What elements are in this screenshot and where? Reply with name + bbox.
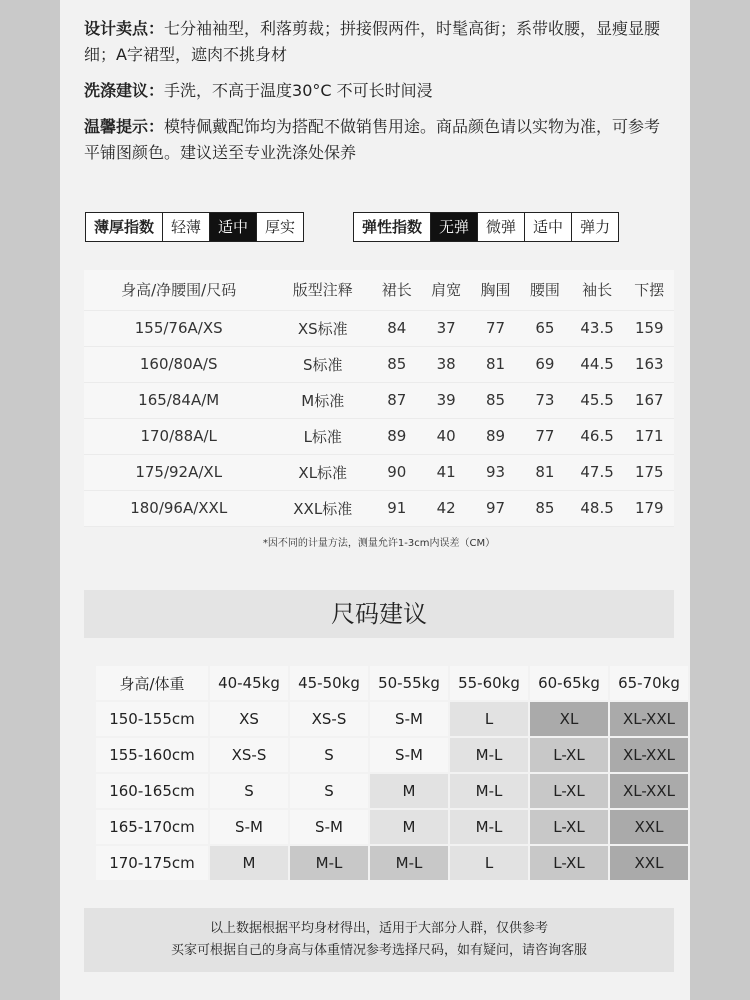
size-cell: 45.5 — [570, 382, 625, 418]
size-header-cell: 袖长 — [570, 270, 625, 310]
size-cell: 37 — [421, 310, 470, 346]
recommended-size-cell: XL — [530, 702, 608, 736]
size-cell: 91 — [372, 490, 421, 526]
recommendation-header — [96, 666, 688, 700]
height-range: 155-160cm — [96, 738, 208, 772]
size-cell: 89 — [471, 418, 520, 454]
elasticity-option-1: 微弹 — [478, 213, 525, 241]
size-cell: 42 — [421, 490, 470, 526]
selling-label: 设计卖点： — [84, 19, 165, 38]
recommended-size-cell: L-XL — [530, 738, 608, 772]
size-cell: 175 — [625, 454, 674, 490]
table-row — [84, 382, 674, 418]
recommended-size-cell: M — [370, 810, 448, 844]
size-cell: 175/92A/XL — [84, 454, 273, 490]
recommended-size-cell: L — [450, 702, 528, 736]
recommended-size-cell: M-L — [290, 846, 368, 880]
selling-text: 七分袖袖型，利落剪裁；拼接假两件，时髦高街；系带收腰，显瘦显腰细；A字裙型，遮肉不挑身材 — [84, 19, 661, 64]
recommended-size-cell: L — [450, 846, 528, 880]
size-cell: 179 — [625, 490, 674, 526]
size-header-cell: 腰围 — [520, 270, 569, 310]
recommended-size-cell: XXL — [610, 810, 688, 844]
recommended-size-cell: S — [290, 738, 368, 772]
size-cell: S标准 — [273, 346, 372, 382]
table-row — [96, 774, 688, 808]
recommended-size-cell: S-M — [210, 810, 288, 844]
thickness-option-1: 适中 — [210, 213, 257, 241]
size-suggestion-title: 尺码建议 — [84, 590, 674, 638]
disclaimer-line-2: 买家可根据自己的身高与体重情况参考选择尺码，如有疑问，请咨询客服 — [170, 943, 587, 958]
size-cell: 40 — [421, 418, 470, 454]
size-cell: 38 — [421, 346, 470, 382]
wash-label: 洗涤建议： — [84, 81, 165, 100]
size-cell: 170/88A/L — [84, 418, 273, 454]
recommended-size-cell: L-XL — [530, 774, 608, 808]
size-cell: 47.5 — [570, 454, 625, 490]
size-table-header — [84, 270, 674, 310]
size-cell: 93 — [471, 454, 520, 490]
size-cell: 73 — [520, 382, 569, 418]
size-cell: 69 — [520, 346, 569, 382]
recommendation-header-cell: 45-50kg — [290, 666, 368, 700]
recommended-size-cell: XL-XXL — [610, 702, 688, 736]
height-range: 170-175cm — [96, 846, 208, 880]
size-cell: 77 — [471, 310, 520, 346]
recommended-size-cell: S-M — [290, 810, 368, 844]
recommended-size-cell: XS — [210, 702, 288, 736]
recommended-size-cell: XXL — [610, 846, 688, 880]
size-cell: 155/76A/XS — [84, 310, 273, 346]
recommendation-header-cell: 身高/体重 — [96, 666, 208, 700]
tip-label: 温馨提示： — [84, 117, 165, 136]
recommendation-header-cell: 40-45kg — [210, 666, 288, 700]
recommended-size-cell: S-M — [370, 738, 448, 772]
size-header-cell: 胸围 — [471, 270, 520, 310]
table-row — [96, 738, 688, 772]
table-row — [96, 810, 688, 844]
size-cell: 84 — [372, 310, 421, 346]
size-cell: L标准 — [273, 418, 372, 454]
size-cell: 160/80A/S — [84, 346, 273, 382]
size-cell: 81 — [471, 346, 520, 382]
size-header-cell: 肩宽 — [421, 270, 470, 310]
size-cell: 87 — [372, 382, 421, 418]
warm-tip — [84, 114, 674, 166]
thickness-option-2: 厚实 — [265, 218, 296, 236]
recommended-size-cell: XL-XXL — [610, 738, 688, 772]
content-panel — [60, 0, 690, 1000]
size-cell: 89 — [372, 418, 421, 454]
elasticity-index — [353, 212, 619, 242]
wash-text: 手洗，不高于温度30°C 不可长时间浸 — [164, 81, 433, 100]
size-cell: 167 — [625, 382, 674, 418]
size-cell: 85 — [471, 382, 520, 418]
size-cell: 43.5 — [570, 310, 625, 346]
size-header-cell: 身高/净腰围/尺码 — [84, 270, 273, 310]
recommendation-body — [96, 702, 688, 880]
selling-point — [84, 16, 674, 68]
size-cell: M标准 — [273, 382, 372, 418]
size-cell: 44.5 — [570, 346, 625, 382]
size-recommendation-table — [94, 664, 690, 882]
recommended-size-cell: XS-S — [290, 702, 368, 736]
size-cell: 97 — [471, 490, 520, 526]
recommended-size-cell: L-XL — [530, 810, 608, 844]
right-margin — [690, 0, 750, 1000]
recommended-size-cell: M-L — [450, 738, 528, 772]
size-header-cell: 版型注释 — [273, 270, 372, 310]
size-cell: 180/96A/XXL — [84, 490, 273, 526]
product-description — [84, 16, 674, 176]
size-cell: 85 — [372, 346, 421, 382]
recommended-size-cell: S-M — [370, 702, 448, 736]
size-cell: 159 — [625, 310, 674, 346]
table-row — [84, 418, 674, 454]
thickness-option-0: 轻薄 — [163, 213, 210, 241]
size-header-cell: 裙长 — [372, 270, 421, 310]
recommended-size-cell: XL-XXL — [610, 774, 688, 808]
table-row — [96, 846, 688, 880]
size-cell: 41 — [421, 454, 470, 490]
elasticity-option-0: 无弹 — [431, 213, 478, 241]
size-cell: XL标准 — [273, 454, 372, 490]
recommended-size-cell: M — [370, 774, 448, 808]
size-cell: 39 — [421, 382, 470, 418]
table-row — [84, 490, 674, 526]
height-range: 165-170cm — [96, 810, 208, 844]
recommended-size-cell: M-L — [450, 774, 528, 808]
size-cell: 163 — [625, 346, 674, 382]
size-cell: 46.5 — [570, 418, 625, 454]
left-margin — [0, 0, 60, 1000]
recommended-size-cell: M-L — [450, 810, 528, 844]
table-row — [84, 346, 674, 382]
size-cell: 90 — [372, 454, 421, 490]
size-cell: 48.5 — [570, 490, 625, 526]
recommended-size-cell: XS-S — [210, 738, 288, 772]
recommendation-header-cell: 65-70kg — [610, 666, 688, 700]
recommended-size-cell: M — [210, 846, 288, 880]
size-table-body — [84, 310, 674, 526]
height-range: 150-155cm — [96, 702, 208, 736]
tip-text: 模特佩戴配饰均为搭配不做销售用途。商品颜色请以实物为准，可参考平铺图颜色。建议送至专业洗涤处保养 — [84, 117, 661, 162]
recommended-size-cell: S — [290, 774, 368, 808]
elasticity-option-3: 弹力 — [580, 218, 611, 236]
size-header-cell: 下摆 — [625, 270, 674, 310]
size-cell: 81 — [520, 454, 569, 490]
elasticity-label: 弹性指数 — [354, 213, 431, 241]
size-cell: XS标准 — [273, 310, 372, 346]
size-cell: 85 — [520, 490, 569, 526]
recommendation-header-cell: 60-65kg — [530, 666, 608, 700]
size-cell: XXL标准 — [273, 490, 372, 526]
size-cell: 165/84A/M — [84, 382, 273, 418]
elasticity-option-2: 适中 — [525, 213, 572, 241]
wash-advice — [84, 78, 674, 104]
measurement-note: *因不同的计量方法，测量允许1-3cm内误差（CM） — [262, 538, 496, 549]
size-table — [84, 270, 674, 527]
recommended-size-cell: L-XL — [530, 846, 608, 880]
height-range: 160-165cm — [96, 774, 208, 808]
recommendation-header-cell: 55-60kg — [450, 666, 528, 700]
disclaimer-line-1: 以上数据根据平均身材得出，适用于大部分人群，仅供参考 — [209, 921, 548, 936]
recommended-size-cell: S — [210, 774, 288, 808]
table-row — [96, 702, 688, 736]
recommendation-header-cell: 50-55kg — [370, 666, 448, 700]
size-cell: 65 — [520, 310, 569, 346]
thickness-label: 薄厚指数 — [86, 213, 163, 241]
size-cell: 77 — [520, 418, 569, 454]
disclaimer — [84, 908, 674, 972]
table-row — [84, 454, 674, 490]
table-row — [84, 310, 674, 346]
recommended-size-cell: M-L — [370, 846, 448, 880]
size-cell: 171 — [625, 418, 674, 454]
thickness-index — [85, 212, 304, 242]
